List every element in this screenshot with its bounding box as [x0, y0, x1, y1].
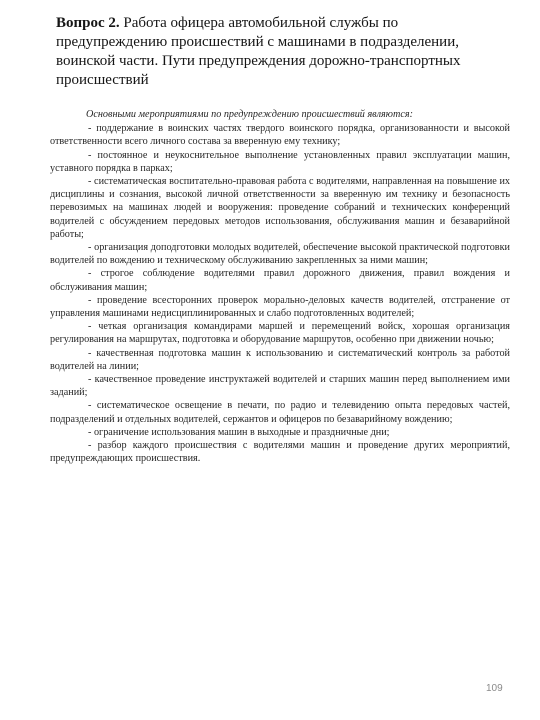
- question-title: Работа офицера автомобильной службы по предупреждению происшествий с машинами в подразделении, воинской части. Пути предупреждения дорожно-транспортных происшествий: [56, 15, 461, 88]
- question-label: Вопрос 2.: [56, 15, 120, 31]
- list-item: - организация доподготовки молодых водителей, обеспечение высокой практической подготовки водителей по вождению и техническому обслуживанию закрепленных за ними машин;: [50, 242, 510, 267]
- question-heading: [56, 14, 501, 90]
- list-item: - строгое соблюдение водителями правил дорожного движения, правил вождения и обслуживания машин;: [50, 268, 510, 293]
- list-item: - проведение всесторонних проверок морально-деловых качеств водителей, отстранение от управления машинами недисциплинированных и слабо подготовленных водителей;: [50, 294, 510, 320]
- list-item: - постоянное и неукоснительное выполнение установленных правил эксплуатации машин, уставного порядка в парках;: [50, 149, 510, 174]
- page-number: 109: [486, 683, 503, 694]
- list-item: - ограничение использования машин в выходные и праздничные дни;: [88, 426, 390, 438]
- list-item: - качественная подготовка машин к использованию и систематический контроль за работой водителей на линии;: [50, 347, 510, 372]
- list-item: - систематическая воспитательно-правовая работа с водителями, направленная на повышение их дисциплины и сознания, высокой личной ответственности за вверенную им технику и безопасность перевозимых на машинах людей и вооружения: проведение собраний и технических конференций водителей с обсуждением передовых методов использования, обслуживания машин и безаварийной работы;: [50, 176, 510, 240]
- document-body: [50, 108, 510, 465]
- list-item: - четкая организация командирами маршей и перемещений войск, хорошая организация регулирования на маршрутах, подготовка и оборудование маршрутов, особенно при движении ночью;: [50, 321, 510, 346]
- intro-text: Основными мероприятиями по предупреждению происшествий являются:: [86, 109, 413, 120]
- list-item: - систематическое освещение в печати, по радио и телевидению опыта передовых частей, подразделений и отдельных водителей, сержантов и офицеров по безаварийному вождению;: [50, 400, 510, 425]
- intro-paragraph: [50, 108, 510, 121]
- list-item: - качественное проведение инструктажей водителей и старших машин перед выполнением ими заданий;: [50, 374, 510, 399]
- list-item: - поддержание в воинских частях твердого воинского порядка, организованности и высокой ответственности всего личного состава за вверенную ему технику;: [50, 123, 510, 148]
- list-item: - разбор каждого происшествия с водителями машин и проведение других мероприятий, предупреждающих происшествия.: [50, 440, 510, 465]
